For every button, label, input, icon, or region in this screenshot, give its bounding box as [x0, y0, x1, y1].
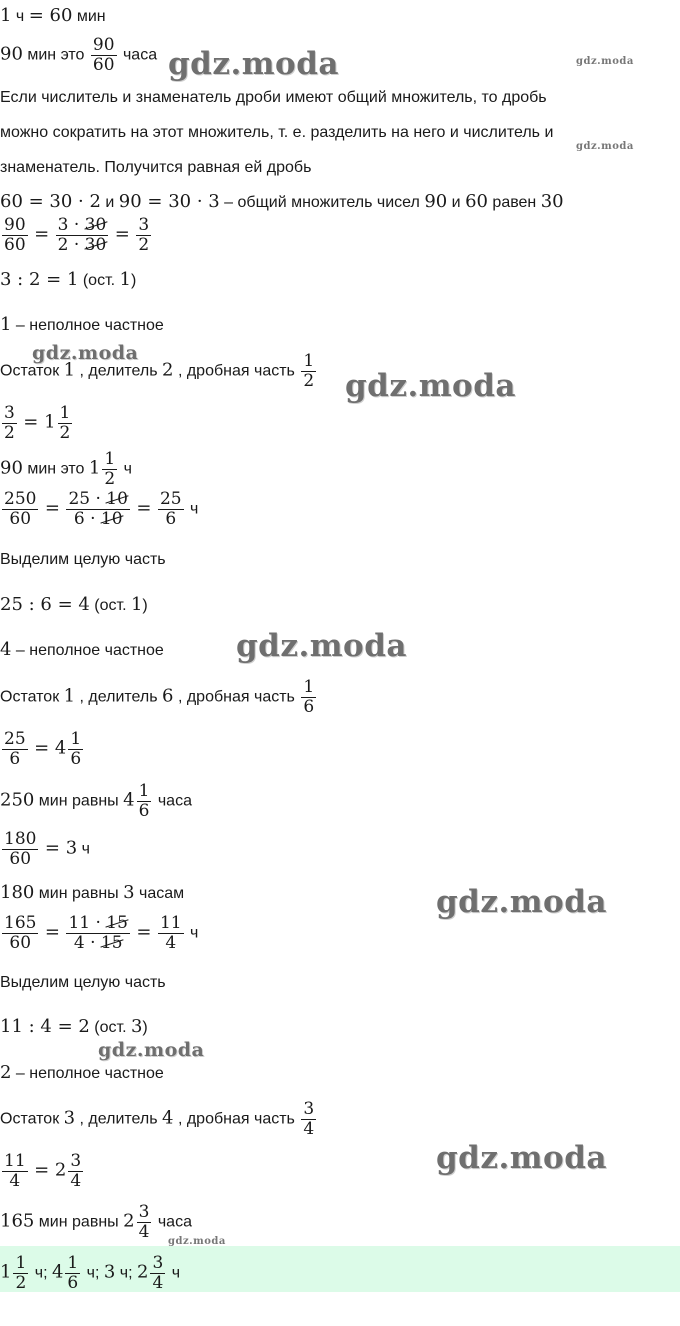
fraction: $\frac{1}{6}$: [138, 781, 150, 821]
fraction: $\frac{3}{4}$: [152, 1253, 164, 1293]
paragraph-line-1: Если числитель и знаменатель дроби имеют общий множитель, то дробь: [0, 89, 547, 106]
line-180-min-result: 180 мин равны 3 часам: [0, 882, 185, 903]
line-partial-quotient-2: 2 – неполное частное: [0, 1062, 164, 1083]
fraction: $\frac{25}{6}$: [159, 489, 182, 529]
fraction: $\frac{90}{60}$: [4, 215, 26, 255]
line-90-min-result: 90 мин это 1 $\frac{1}{2}$ ч: [0, 449, 132, 489]
fraction: $\frac{1}{6}$: [303, 677, 315, 717]
line-mixed-25-6: $\frac{25}{6}$ = 4 $\frac{1}{6}$: [4, 729, 82, 769]
line-division-25-6: 25 : 6 = 4 (ост. 1): [0, 594, 148, 615]
line-partial-quotient-1: 1 – неполное частное: [0, 314, 164, 335]
line-partial-quotient-4: 4 – неполное частное: [0, 639, 164, 660]
fraction: $\frac{25}{6}$: [4, 729, 26, 769]
line-select-whole-part: Выделим целую часть: [0, 551, 166, 568]
fraction: $\frac{1}{6}$: [70, 729, 82, 769]
line-90-minutes-fraction: 90 мин это $\frac{90}{60}$ часа: [0, 35, 158, 75]
fraction: $\frac{1}{2}$: [303, 351, 315, 391]
watermark-logo-small: gdz.moda: [576, 56, 634, 67]
fraction: $\frac{3}{4}$: [303, 1099, 315, 1139]
fraction: $\frac{11}{4}$: [4, 1151, 26, 1191]
line-250-min-result: 250 мин равны 4 $\frac{1}{6}$ часа: [0, 781, 192, 821]
crossed-out: 30: [84, 235, 107, 255]
answer-line: 1 $\frac{1}{2}$ ч; 4 $\frac{1}{6}$ ч; 3 ч; 2 $\frac{3}{4}$ ч: [0, 1253, 181, 1293]
fraction: $\frac{165}{60}$: [4, 913, 37, 953]
line-division-11-4: 11 : 4 = 2 (ост. 3): [0, 1016, 148, 1037]
fraction: $\frac{250}{60}$: [4, 489, 37, 529]
crossed-out: 10: [106, 489, 128, 509]
fraction: $\frac{3}{4}$: [138, 1202, 150, 1242]
watermark-logo-small: gdz.moda: [576, 141, 634, 152]
watermark-logo: gdz.moda: [168, 46, 339, 82]
paragraph-line-3: знаменатель. Получится равная ей дробь: [0, 159, 312, 176]
line-division-3-2: 3 : 2 = 1 (ост. 1): [0, 269, 137, 290]
line-reduce-90-60: $\frac{90}{60}$ = $\frac{3 \cdot 30}{2 \cdot 30}$ = $\frac{3}{2}$: [4, 215, 150, 255]
fraction: $\frac{11}{4}$: [159, 913, 182, 953]
fraction: $\frac{3}{2}$: [138, 215, 150, 255]
line-hour-minutes: 1 ч = 60 мин: [0, 5, 106, 26]
line-reduce-165-60: $\frac{165}{60}$ = $\frac{11 \cdot 15}{4 \cdot 15}$ = $\frac{11}{4}$ ч: [4, 913, 199, 953]
crossed-out: 10: [100, 509, 123, 529]
watermark-logo: gdz.moda: [345, 368, 516, 404]
fraction: $\frac{1}{6}$: [67, 1253, 79, 1293]
watermark-logo: gdz.moda: [32, 342, 139, 364]
watermark-logo: gdz.moda: [236, 628, 407, 664]
line-common-factor: 60 = 30 · 2 и 90 = 30 · 3 – общий множитель чисел 90 и 60 равен 30: [0, 191, 564, 212]
paragraph-line-2: можно сократить на этот множитель, т. е. разделить на него и числитель и: [0, 124, 554, 141]
line-165-min-result: 165 мин равны 2 $\frac{3}{4}$ часа: [0, 1202, 192, 1242]
fraction: $\frac{90}{60}$: [92, 35, 115, 75]
crossed-out: 15: [100, 933, 123, 953]
watermark-logo: gdz.moda: [436, 1140, 607, 1176]
line-180-60: $\frac{180}{60}$ = 3 ч: [4, 829, 90, 869]
fraction: $\frac{25 \cdot 10}{6 \cdot 10}$: [68, 489, 128, 529]
line-select-whole-part-2: Выделим целую часть: [0, 974, 166, 991]
line-reduce-250-60: $\frac{250}{60}$ = $\frac{25 \cdot 10}{6 \cdot 10}$ = $\frac{25}{6}$ ч: [4, 489, 199, 529]
watermark-logo: gdz.moda: [98, 1039, 205, 1061]
fraction: $\frac{3}{4}$: [70, 1151, 82, 1191]
crossed-out: 30: [84, 215, 107, 235]
fraction: $\frac{1}{2}$: [59, 403, 71, 443]
line-remainder-divisor-2: Остаток 1 , делитель 2 , дробная часть $\frac{1}{2}$: [0, 351, 315, 391]
fraction: $\frac{11 \cdot 15}{4 \cdot 15}$: [68, 913, 128, 953]
crossed-out: 15: [106, 913, 128, 933]
fraction: $\frac{3 \cdot 30}{2 \cdot 30}$: [57, 215, 107, 255]
fraction: $\frac{1}{2}$: [15, 1253, 27, 1293]
fraction: $\frac{180}{60}$: [4, 829, 37, 869]
line-remainder-divisor-4: Остаток 3 , делитель 4 , дробная часть $\frac{3}{4}$: [0, 1099, 315, 1139]
line-mixed-11-4: $\frac{11}{4}$ = 2 $\frac{3}{4}$: [4, 1151, 82, 1191]
fraction: $\frac{1}{2}$: [104, 449, 116, 489]
watermark-logo: gdz.moda: [436, 884, 607, 920]
line-remainder-divisor-6: Остаток 1 , делитель 6 , дробная часть $\frac{1}{6}$: [0, 677, 315, 717]
fraction: $\frac{3}{2}$: [4, 403, 15, 443]
line-mixed-3-2: $\frac{3}{2}$ = 1 $\frac{1}{2}$: [4, 403, 71, 443]
watermark-logo-small: gdz.moda: [168, 1236, 226, 1247]
